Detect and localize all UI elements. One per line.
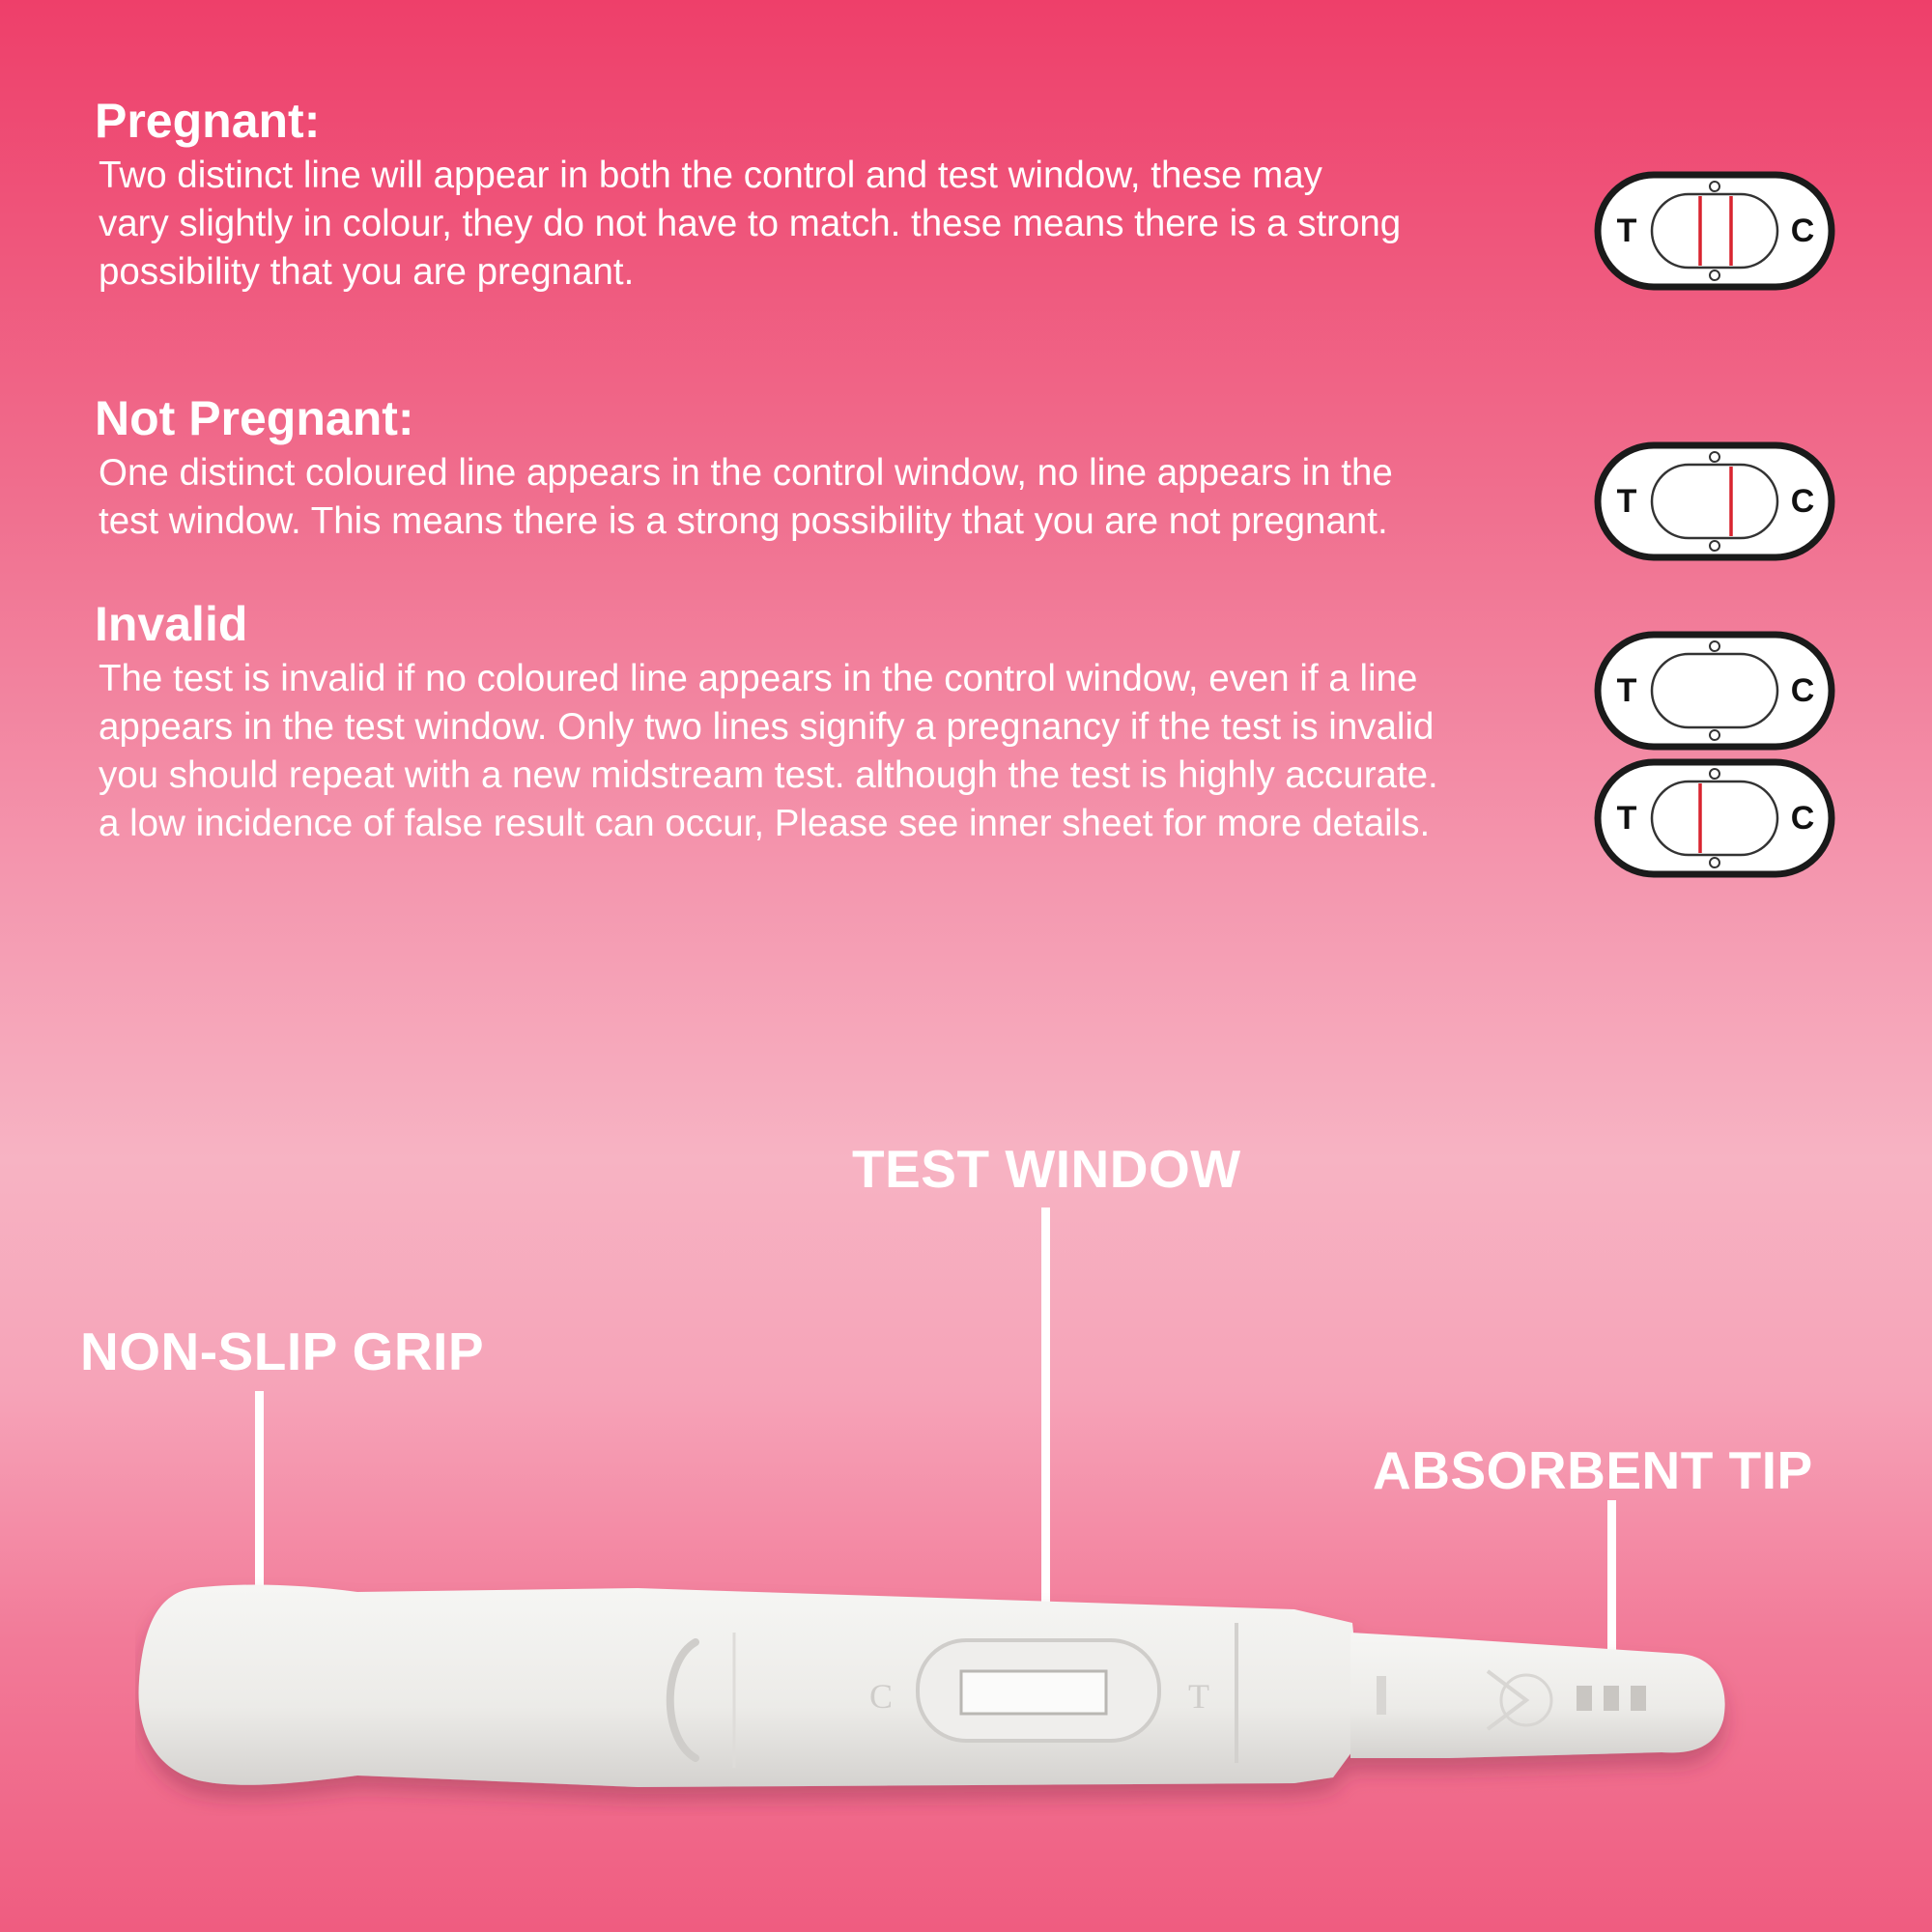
text-line: One distinct coloured line appears in the control window, no line appears in the: [99, 452, 1393, 494]
indicator-window: [1652, 654, 1777, 727]
section-pregnant: [95, 95, 1401, 297]
label-non-slip-grip: NON-SLIP GRIP: [80, 1321, 485, 1381]
result-window: [961, 1671, 1106, 1714]
label-test-window: TEST WINDOW: [852, 1139, 1241, 1199]
indicator-dot: [1710, 270, 1719, 280]
indicator-c-letter: C: [1790, 800, 1815, 837]
label-absorbent-tip: ABSORBENT TIP: [1373, 1440, 1813, 1500]
section-not-pregnant: [95, 392, 1393, 546]
tip-mark: [1377, 1676, 1386, 1715]
heading-invalid: Invalid: [95, 597, 248, 651]
indicator-t-letter: T: [1616, 800, 1637, 837]
text-line: The test is invalid if no coloured line appears in the control window, even if a line: [99, 658, 1418, 699]
indicator-window: [1652, 781, 1777, 855]
indicator-invalid-test-only: [1594, 758, 1835, 878]
text-line: Two distinct line will appear in both the control and test window, these may: [99, 155, 1322, 196]
indicator-window: [1652, 194, 1777, 268]
text-not-pregnant: [99, 449, 1393, 546]
text-line: possibility that you are pregnant.: [99, 251, 635, 293]
indicator-window: [1652, 465, 1777, 538]
indicator-invalid-no-lines: [1594, 631, 1835, 751]
indicator-dot: [1710, 452, 1719, 462]
indicator-c-letter: C: [1790, 213, 1815, 249]
indicator-dot: [1710, 541, 1719, 551]
indicator-c-letter: C: [1790, 483, 1815, 520]
window-c-mark: C: [869, 1677, 894, 1716]
indicator-dot: [1710, 769, 1719, 779]
text-line: vary slightly in colour, they do not have to match. these means there is a strong: [99, 203, 1402, 244]
indicator-not-pregnant: [1594, 441, 1835, 561]
text-pregnant: [99, 152, 1401, 297]
text-line: a low incidence of false result can occur, Please see inner sheet for more details.: [99, 803, 1431, 844]
device-grip: [139, 1585, 1354, 1787]
indicator-dot: [1710, 858, 1719, 867]
text-invalid: [99, 655, 1438, 848]
indicator-c-letter: C: [1790, 672, 1815, 709]
text-line: you should repeat with a new midstream test. although the test is highly accurate.: [99, 754, 1438, 796]
tip-slot: [1604, 1686, 1619, 1711]
heading-not-pregnant: Not Pregnant:: [95, 391, 414, 445]
section-invalid: [95, 598, 1438, 848]
tip-slot: [1631, 1686, 1646, 1711]
indicator-t-letter: T: [1616, 483, 1637, 520]
indicator-dot: [1710, 730, 1719, 740]
indicator-dot: [1710, 641, 1719, 651]
text-line: test window. This means there is a strong possibility that you are not pregnant.: [99, 500, 1388, 542]
device-tip: [1350, 1633, 1725, 1758]
pregnancy-test-device: [135, 1565, 1768, 1816]
indicator-t-letter: T: [1616, 213, 1637, 249]
indicator-pregnant: [1594, 171, 1835, 291]
tip-slot: [1577, 1686, 1592, 1711]
indicator-t-letter: T: [1616, 672, 1637, 709]
heading-pregnant: Pregnant:: [95, 94, 321, 148]
window-t-mark: T: [1188, 1677, 1209, 1716]
text-line: appears in the test window. Only two lines signify a pregnancy if the test is invalid: [99, 706, 1435, 748]
indicator-dot: [1710, 182, 1719, 191]
